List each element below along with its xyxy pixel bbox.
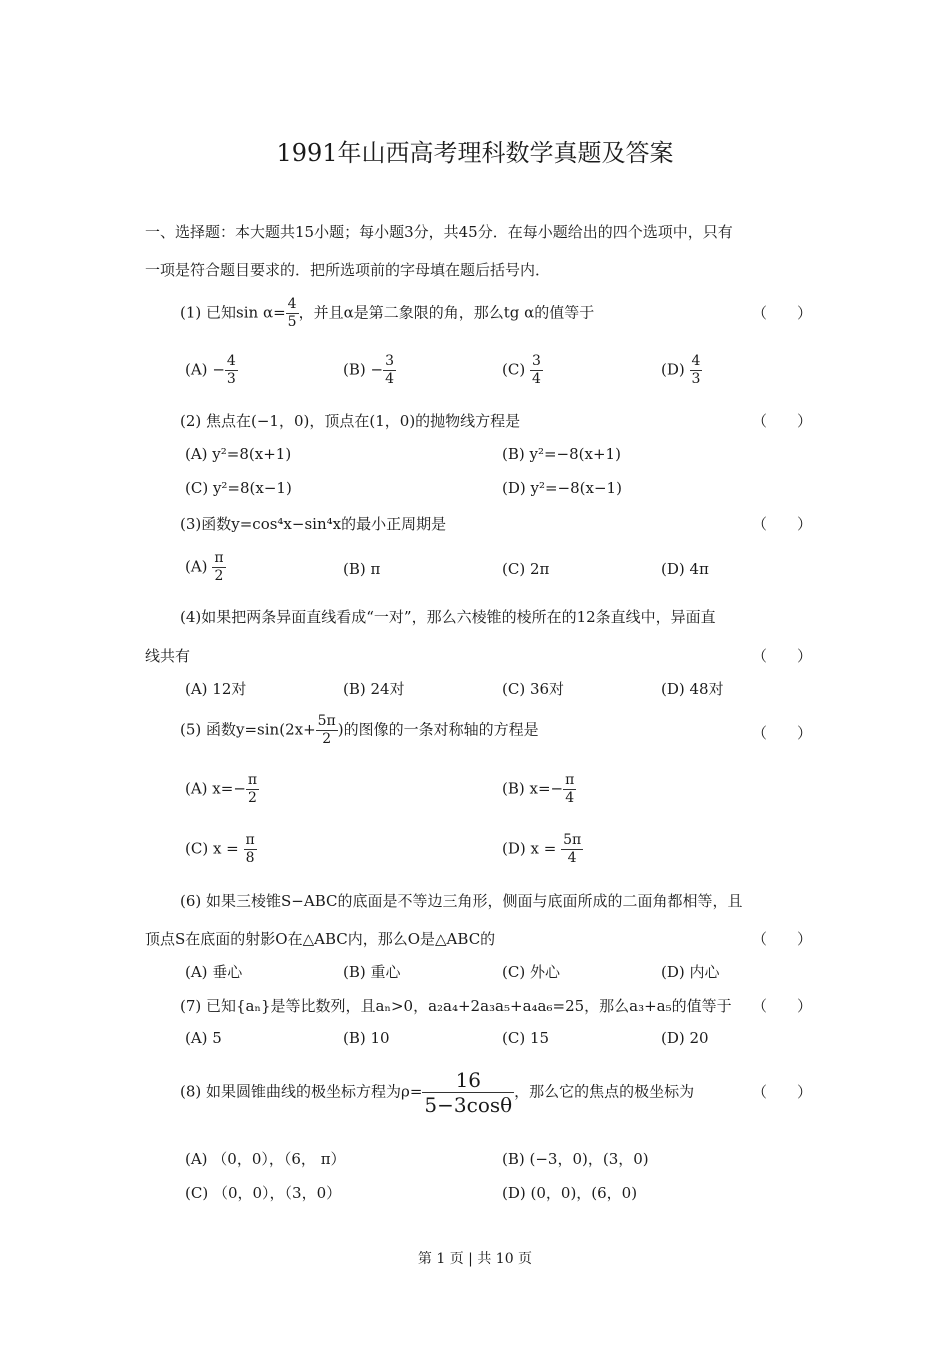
q4-option-b: (B) 24对 bbox=[343, 680, 405, 698]
question-1 bbox=[180, 296, 594, 331]
q1-fraction: $\frac{4}{5}$ bbox=[287, 296, 297, 330]
q6-option-b: (B) 重心 bbox=[343, 963, 401, 981]
q7-option-b: (B) 10 bbox=[343, 1029, 390, 1047]
q1-option-d: (D) $\frac{4}{3}$ bbox=[661, 353, 701, 387]
q1-option-a: (A) − $\frac{4}{3}$ bbox=[185, 353, 236, 387]
q8-option-d: (D) (0，0)，(6，0) bbox=[502, 1184, 638, 1202]
q7-option-a: (A) 5 bbox=[185, 1029, 222, 1047]
question-4-line1: (4)如果把两条异面直线看成“一对”，那么六棱锥的棱所在的12条直线中，异面直 bbox=[180, 608, 716, 626]
q2-option-b: (B) y²=−8(x+1) bbox=[502, 445, 621, 463]
question-2: (2) 焦点在(−1，0)，顶点在(1，0)的抛物线方程是 bbox=[180, 412, 521, 430]
q8-answer-bracket: （ ） bbox=[752, 1083, 813, 1101]
question-3: (3)函数y=cos⁴x−sin⁴x的最小正周期是 bbox=[180, 515, 447, 533]
q6-option-d: (D) 内心 bbox=[661, 963, 720, 981]
question-5: (5) 函数y=sin(2x+ $\frac{5\pi}{2}$ )的图像的一条对称轴的方程是 bbox=[180, 713, 539, 747]
question-6-line2: 顶点S在底面的射影O在△ABC内，那么O是△ABC的 bbox=[145, 930, 496, 948]
q4-option-d: (D) 48对 bbox=[661, 680, 724, 698]
q5-option-a: (A) x=− $\frac{\pi}{2}$ bbox=[185, 772, 258, 806]
q8-option-b: (B) (−3，0)，(3，0) bbox=[502, 1150, 649, 1168]
q5-option-b: (B) x=− $\frac{\pi}{4}$ bbox=[502, 772, 575, 806]
q3-option-c: (C) 2π bbox=[502, 560, 550, 578]
q6-answer-bracket: （ ） bbox=[752, 930, 813, 948]
q1-prefix: (1) 已知sin α= bbox=[180, 303, 286, 322]
q4-answer-bracket: （ ） bbox=[752, 647, 813, 665]
q8-fraction: $\frac{16}{5-3\cos\theta}$ bbox=[424, 1068, 513, 1117]
q1-option-c: (C) $\frac{3}{4}$ bbox=[502, 353, 541, 387]
q1-suffix: ，并且α是第二象限的角，那么tg α的值等于 bbox=[298, 303, 595, 322]
q2-answer-bracket: （ ） bbox=[752, 412, 813, 430]
q6-option-a: (A) 垂心 bbox=[185, 963, 243, 981]
page-title: 1991年山西高考理科数学真题及答案 bbox=[276, 139, 674, 167]
section-intro-line1: 一、选择题：本大题共15小题；每小题3分，共45分．在每小题给出的四个选项中，只有 bbox=[145, 223, 733, 241]
q3-option-a: (A) $\frac{\pi}{2}$ bbox=[185, 550, 224, 584]
q2-option-d: (D) y²=−8(x−1) bbox=[502, 479, 622, 497]
q7-option-c: (C) 15 bbox=[502, 1029, 550, 1047]
q1-answer-bracket: （ ） bbox=[752, 304, 813, 322]
q5-option-d: (D) x = $\frac{5\pi}{4}$ bbox=[502, 832, 582, 866]
q4-option-c: (C) 36对 bbox=[502, 680, 565, 698]
page-footer: 第 1 页 | 共 10 页 bbox=[417, 1251, 533, 1267]
question-8: (8) 如果圆锥曲线的极坐标方程为ρ= $\frac{16}{5-3\cos\theta}$ ，那么它的焦点的极坐标为 bbox=[180, 1068, 695, 1117]
q3-option-d: (D) 4π bbox=[661, 560, 709, 578]
q6-option-c: (C) 外心 bbox=[502, 963, 560, 981]
question-7: (7) 已知{aₙ}是等比数列，且aₙ>0，a₂a₄+2a₃a₅+a₄a₆=25，那么a₃+a₅的值等于 bbox=[180, 997, 732, 1015]
q2-option-c: (C) y²=8(x−1) bbox=[185, 479, 292, 497]
q8-option-c: (C) （0，0），（3，0） bbox=[185, 1184, 342, 1202]
q3-option-b: (B) π bbox=[343, 560, 381, 578]
question-4-line2: 线共有 bbox=[145, 647, 191, 665]
section-intro-line2: 一项是符合题目要求的．把所选项前的字母填在题后括号内． bbox=[145, 261, 551, 279]
q5-answer-bracket: （ ） bbox=[752, 724, 813, 742]
q4-option-a: (A) 12对 bbox=[185, 680, 247, 698]
q5-option-c: (C) x = $\frac{\pi}{8}$ bbox=[185, 832, 255, 866]
question-6-line1: (6) 如果三棱锥S−ABC的底面是不等边三角形，侧面与底面所成的二面角都相等，且 bbox=[180, 892, 743, 910]
q3-answer-bracket: （ ） bbox=[752, 515, 813, 533]
q7-answer-bracket: （ ） bbox=[752, 997, 813, 1015]
q1-option-b: (B) − $\frac{3}{4}$ bbox=[343, 353, 395, 387]
q8-option-a: (A) （0，0），（6， π） bbox=[185, 1150, 346, 1168]
q7-option-d: (D) 20 bbox=[661, 1029, 709, 1047]
q2-option-a: (A) y²=8(x+1) bbox=[185, 445, 292, 463]
